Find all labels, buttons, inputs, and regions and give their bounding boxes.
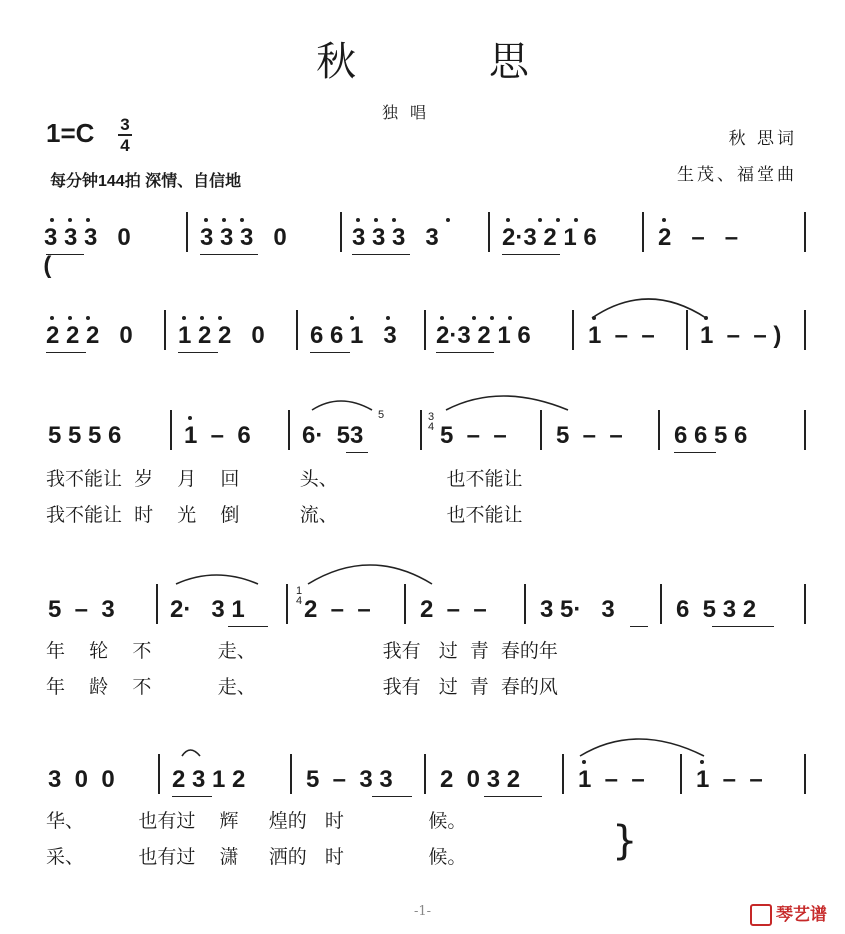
row-2-m6: 1 – – ): [700, 322, 782, 349]
row-4-lyrics-verse-2: 年 龄 不 走、 我有 过 青 春的风: [46, 676, 558, 698]
verse-brace: }: [612, 818, 638, 864]
svg-text:5: 5: [378, 409, 385, 421]
row-4-lyrics-verse-1: 年 轮 不 走、 我有 过 青 春的年: [46, 640, 558, 662]
row-2-m4: 2·3 2 1 6: [436, 322, 531, 349]
site-logo[interactable]: [750, 900, 827, 926]
row-2-m5: 1 – –: [588, 322, 655, 349]
barline: [658, 410, 660, 450]
barline: [404, 584, 406, 624]
row-2-m2: 1 2 2 0: [178, 322, 265, 349]
row-1-m5: 2 – –: [658, 224, 739, 251]
row-4-m4: 2 – –: [420, 596, 487, 623]
meter-top: 3: [120, 115, 130, 134]
barline: [170, 410, 172, 450]
row-1-m1: 3 3 3 0: [44, 224, 131, 251]
barline: [804, 310, 806, 350]
barline: [424, 310, 426, 350]
row-5-m2: 2 3 1 2: [172, 766, 246, 793]
barline: [424, 754, 426, 794]
key-signature: 1=C: [46, 118, 95, 148]
tempo-marking: 每分钟144拍 深情、自信地: [50, 173, 242, 190]
row-3-m4: 5 – –: [440, 422, 507, 449]
svg-text:4: 4: [428, 421, 435, 433]
svg-text:4: 4: [296, 595, 303, 607]
row-3-lyrics-verse-2: 我不能让 时 光 倒 流、 也不能让: [46, 504, 523, 526]
row-4-m5: 3 5· 3: [540, 596, 615, 623]
row-3-m3: 6· 53: [302, 422, 364, 449]
row-3-lyrics-verse-1: 我不能让 岁 月 回 头、 也不能让: [46, 468, 523, 490]
barline: [562, 754, 564, 794]
row-2-m3: 6 6 1 3: [310, 322, 397, 349]
composer-credit: 生茂、福堂曲: [677, 165, 797, 185]
row-5-lyrics-verse-2: 采、 也有过 潇 洒的 时 候。: [46, 846, 467, 868]
logo-text: 琴艺谱: [776, 905, 827, 925]
row-4-m6: 6 5 3 2: [676, 596, 757, 623]
barline: [296, 310, 298, 350]
barline: [804, 410, 806, 450]
row-5-m3: 5 – 3 3: [306, 766, 393, 793]
row-1-m2: 3 3 3 0: [200, 224, 287, 251]
row-1-notes: (: [43, 252, 52, 279]
barline: [288, 410, 290, 450]
barline: [186, 212, 188, 252]
song-title: 秋 思: [316, 39, 589, 85]
row-5-m1: 3 0 0: [48, 766, 115, 793]
time-signature: [118, 116, 132, 154]
page-number: -1-: [413, 904, 432, 919]
barline: [804, 754, 806, 794]
row-2-m1: 2 2 2 0: [46, 322, 133, 349]
performance-type: 独唱: [381, 103, 438, 122]
barline: [686, 310, 688, 350]
barline: [290, 754, 292, 794]
barline: [164, 310, 166, 350]
row-3-m1: 5 5 5 6: [48, 422, 122, 449]
barline: [156, 584, 158, 624]
row-5-m6: 1 – –: [696, 766, 763, 793]
svg-text:1: 1: [296, 585, 303, 597]
barline: [488, 212, 490, 252]
row-3-m5: 5 – –: [556, 422, 623, 449]
barline: [286, 584, 288, 624]
barline: [642, 212, 644, 252]
row-5-m4: 2 0 3 2: [440, 766, 521, 793]
barline: [158, 754, 160, 794]
barline: [804, 212, 806, 252]
barline: [340, 212, 342, 252]
svg-text:3: 3: [428, 411, 435, 423]
piano-icon: [750, 904, 772, 926]
row-3-m2: 1 – 6: [184, 422, 251, 449]
row-1-m3: 3 3 3 3: [352, 224, 439, 251]
barline: [660, 584, 662, 624]
row-1-m4: 2·3 2 1 6: [502, 224, 597, 251]
row-5-lyrics-verse-1: 华、 也有过 辉 煌的 时 候。: [46, 810, 467, 832]
barline: [804, 584, 806, 624]
row-3-m6: 6 6 5 6: [674, 422, 748, 449]
row-4-m1: 5 – 3: [48, 596, 115, 623]
row-4-m3: 2 – –: [304, 596, 371, 623]
barline: [680, 754, 682, 794]
row-5-m5: 1 – –: [578, 766, 645, 793]
barline: [420, 410, 422, 450]
meter-bottom: 4: [120, 136, 130, 155]
barline: [572, 310, 574, 350]
barline: [540, 410, 542, 450]
row-4-m2: 2· 3 1: [170, 596, 245, 623]
lyricist-credit: 秋 思词: [728, 129, 797, 149]
barline: [524, 584, 526, 624]
